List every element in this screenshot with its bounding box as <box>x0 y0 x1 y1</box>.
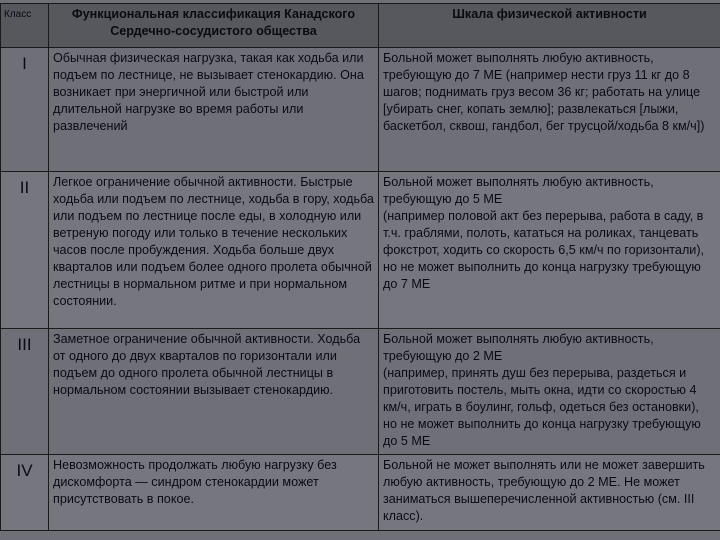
table-row <box>1 455 720 531</box>
scale-text: Больной может выполнять любую активность, требующую до 7 МЕ (например нести груз 11 кг до 8 шагов; поднимать груз весом 36 кг; работать на улице [убирать снег, копать землю]; развлекаться [лыжи, баскетбол, сквош, гандбол, бег трусцой/ходьба 8 км/ч]) <box>383 51 705 133</box>
scale-text: Больной может выполнять любую активность, требующую до 2 МЕ <box>383 332 654 363</box>
table-row <box>1 48 720 172</box>
scale-text: Больной может выполнять любую активность, требующую до 5 МЕ <box>383 175 654 206</box>
table-header-row <box>1 4 720 48</box>
header-class: Класс <box>1 4 49 48</box>
functional-cell: Легкое ограничение обычной активности. Быстрые ходьба или подъем по лестнице, ходьба в гору, ходьба или подъем по лестнице после еды, в холодную или ветреную погоду или только в течение нескольких часов после пробуждения. Ходьба больше двух кварталов или подъем более одного пролета обычной лестницы в нормальном ритме и при нормальном состоянии. <box>49 172 379 329</box>
header-functional-classification: Функциональная классификация Канадского Сердечно-сосудистого общества <box>49 4 379 48</box>
scale-cell <box>379 48 720 172</box>
scale-text: (например половой акт без перерыва, работа в саду, в т.ч. граблями, полоть, кататься на роликах, танцевать фокстрот, ходить со скорость 6,5 км/ч по горизонтали), но не может выполнить до конца нагрузку требующую до 7 МЕ <box>383 209 705 291</box>
class-cell: IV <box>1 455 49 531</box>
functional-cell: Обычная физическая нагрузка, такая как ходьба или подъем по лестнице, не вызывает стенокардию. Она возникает при энергичной или быстрой или длительной нагрузке во время работы или развлечений <box>49 48 379 172</box>
table-row <box>1 329 720 455</box>
class-cell: II <box>1 172 49 329</box>
functional-cell: Заметное ограничение обычной активности. Ходьба от одного до двух кварталов по горизонтали или подъем до одного пролета обычной лестницы в нормальном состоянии вызывает стенокардию. <box>49 329 379 455</box>
header-activity-scale: Шкала физической активности <box>379 4 720 48</box>
classification-table <box>0 3 720 531</box>
table-row <box>1 172 720 329</box>
scale-text: Больной не может выполнять или не может завершить любую активность, требующую до 2 МЕ. Не может заниматься вышеперечисленной активностью (см. III класс). <box>383 458 705 523</box>
class-cell: III <box>1 329 49 455</box>
scale-cell <box>379 455 720 531</box>
functional-cell: Невозможность продолжать любую нагрузку без дискомфорта — синдром стенокардии может присутствовать в покое. <box>49 455 379 531</box>
scale-cell <box>379 172 720 329</box>
scale-cell <box>379 329 720 455</box>
class-cell: I <box>1 48 49 172</box>
scale-text: (например, принять душ без перерыва, раздеться и приготовить постель, мыть окна, идти со скоростью 4 км/ч, играть в боулинг, гольф, одеться без остановки), но не может выполнить до конца нагрузку требующую до 5 МЕ <box>383 366 701 448</box>
